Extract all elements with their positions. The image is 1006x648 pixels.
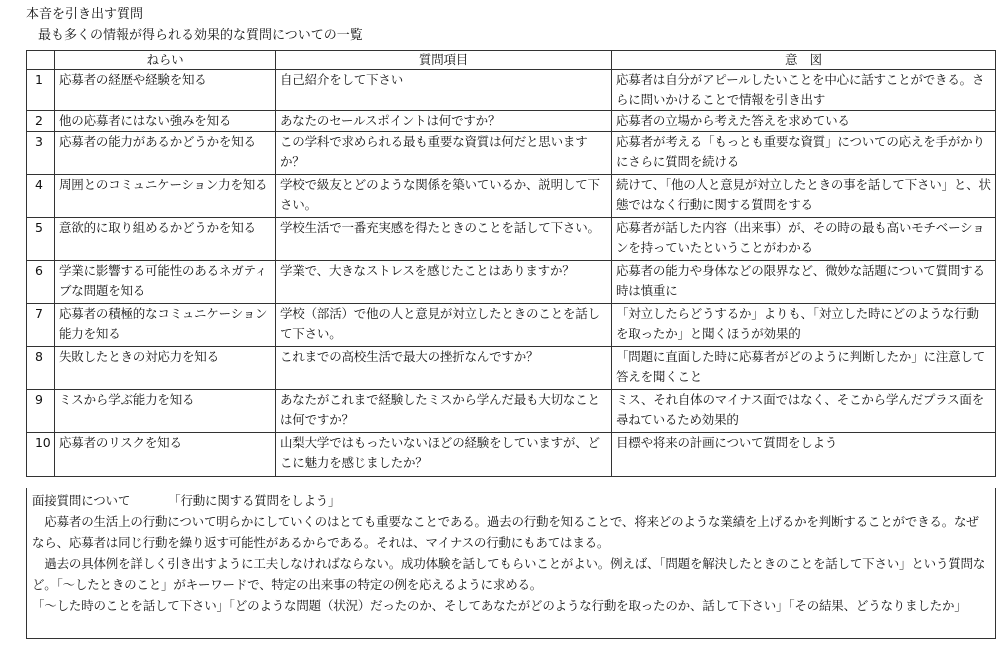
table-row	[27, 390, 996, 433]
table-row	[27, 175, 996, 218]
row-question: あなたのセールスポイントは何ですか？	[276, 111, 612, 132]
header-num	[27, 51, 55, 70]
table-header-row	[27, 51, 996, 70]
row-aim: 応募者の経歴や経験を知る	[55, 70, 276, 111]
row-aim: 応募者のリスクを知る	[55, 433, 276, 477]
row-intent: 応募者の立場から考えた答えを求めている	[612, 111, 996, 132]
table-row	[27, 111, 996, 132]
row-question: この学科で求められる最も重要な資質は何だと思いますか？	[276, 132, 612, 175]
row-aim: 周囲とのコミュニケーション力を知る	[55, 175, 276, 218]
document-subtitle: 最も多くの情報が得られる効果的な質問についての一覧	[38, 28, 363, 43]
table-row	[27, 347, 996, 390]
row-aim: ミスから学ぶ能力を知る	[55, 390, 276, 433]
notes-paragraph: 過去の具体例を詳しく引き出すように工夫しなければならない。成功体験を話してもらいことがよい。例えば、「問題を解決したときのことを話して下さい」という質問など。「～したときのこと」がキーワードで、特定の出来事の特定の例を応えるように求める。	[32, 556, 986, 592]
row-intent: ミス、それ自体のマイナス面ではなく、そこから学んだプラス面を尋ねているため効果的	[612, 390, 996, 433]
row-intent: 応募者の能力や身体などの限界など、微妙な話題について質問する時は慎重に	[612, 261, 996, 304]
row-aim: 他の応募者にはない強みを知る	[55, 111, 276, 132]
row-number: 9	[27, 390, 55, 433]
row-intent: 応募者は自分がアピールしたいことを中心に話すことができる。さらに問いかけることで情報を引き出す	[612, 70, 996, 111]
header-question: 質問項目	[276, 51, 612, 70]
table-row	[27, 218, 996, 261]
question-table	[26, 50, 996, 477]
notes-heading: 面接質問について	[32, 493, 131, 508]
row-intent: 「対立したらどうするか」よりも、「対立した時にどのような行動を取ったか」と聞くほうが効果的	[612, 304, 996, 347]
row-number: 8	[27, 347, 55, 390]
row-question: 学校で級友とどのような関係を築いているか、説明して下さい。	[276, 175, 612, 218]
row-number: 5	[27, 218, 55, 261]
notes-paragraph: 「～した時のことを話して下さい」「どのような問題（状況）だったのか、そしてあなたがどのような行動を取ったのか、話して下さい」「その結果、どうなりましたか」	[32, 598, 967, 613]
row-aim: 学業に影響する可能性のあるネガティブな問題を知る	[55, 261, 276, 304]
row-intent: 応募者が考える「もっとも重要な資質」についての応えを手がかりにさらに質問を続ける	[612, 132, 996, 175]
row-aim: 応募者の積極的なコミュニケーション能力を知る	[55, 304, 276, 347]
row-question: 学校（部活）で他の人と意見が対立したときのことを話して下さい。	[276, 304, 612, 347]
notes-subheading: 「行動に関する質問をしよう」	[168, 493, 341, 508]
notes-paragraph: 応募者の生活上の行動について明らかにしていくのはとても重要なことである。過去の行動を知ることで、将来どのような業績を上げるかを判断することができる。なぜなら、応募者は同じ行動を繰り返す可能性があるからである。それは、マイナスの行動にもあてはまる。	[32, 514, 979, 550]
row-number: 2	[27, 111, 55, 132]
row-intent: 続けて、「他の人と意見が対立したときの事を話して下さい」と、状態ではなく行動に関する質問をする	[612, 175, 996, 218]
row-question: これまでの高校生活で最大の挫折なんですか？	[276, 347, 612, 390]
table-row	[27, 70, 996, 111]
header-aim: ねらい	[55, 51, 276, 70]
row-intent: 応募者が話した内容（出来事）が、その時の最も高いモチベーションを持っていたということがわかる	[612, 218, 996, 261]
row-number: 3	[27, 132, 55, 175]
document-title: 本音を引き出す質問	[26, 7, 144, 22]
row-intent: 目標や将来の計画について質問をしよう	[612, 433, 996, 477]
row-question: 学校生活で一番充実感を得たときのことを話して下さい。	[276, 218, 612, 261]
row-number: 6	[27, 261, 55, 304]
notes-section	[26, 488, 996, 639]
row-number: 4	[27, 175, 55, 218]
row-intent: 「問題に直面した時に応募者がどのように判断したか」に注意して答えを聞くこと	[612, 347, 996, 390]
row-question: あなたがこれまで経験したミスから学んだ最も大切なことは何ですか？	[276, 390, 612, 433]
row-question: 自己紹介をして下さい	[276, 70, 612, 111]
row-question: 学業で、大きなストレスを感じたことはありますか？	[276, 261, 612, 304]
row-number: 7	[27, 304, 55, 347]
notes-heading-line	[32, 490, 990, 511]
row-question: 山梨大学ではもったいないほどの経験をしていますが、どこに魅力を感じましたか？	[276, 433, 612, 477]
row-aim: 応募者の能力があるかどうかを知る	[55, 132, 276, 175]
table-row	[27, 433, 996, 477]
table-row	[27, 304, 996, 347]
table-row	[27, 132, 996, 175]
row-number: 1	[27, 70, 55, 111]
table-row	[27, 261, 996, 304]
row-aim: 意欲的に取り組めるかどうかを知る	[55, 218, 276, 261]
row-number: 10	[27, 433, 55, 477]
header-intent: 意 図	[612, 51, 996, 70]
row-aim: 失敗したときの対応力を知る	[55, 347, 276, 390]
